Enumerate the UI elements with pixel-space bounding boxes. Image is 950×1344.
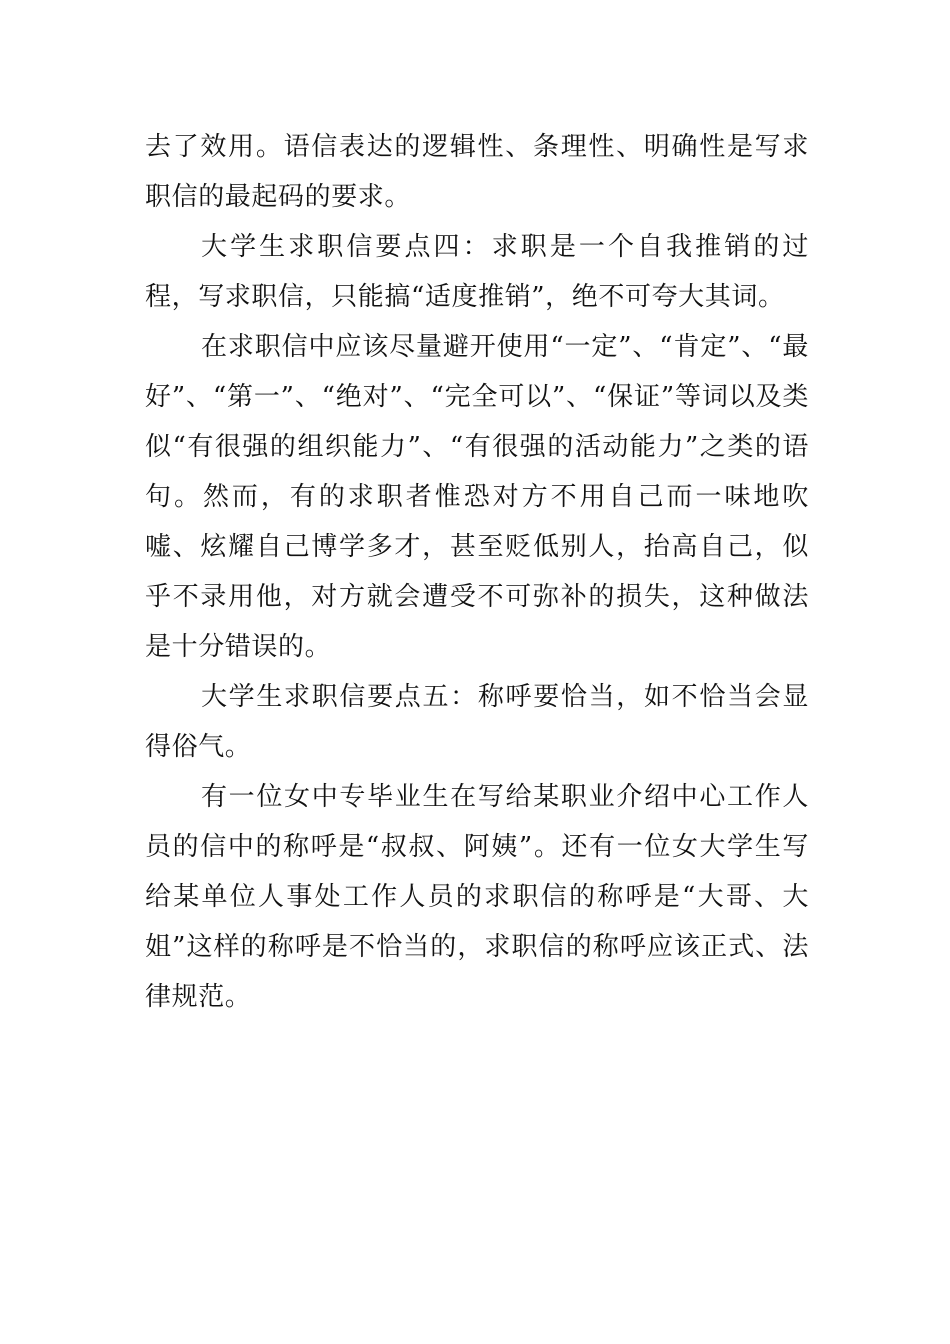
paragraph-4: 大学生求职信要点五：称呼要恰当，如不恰当会显得俗气。 (145, 682, 809, 762)
paragraph-5: 有一位女中专毕业生在写给某职业介绍中心工作人员的信中的称呼是“叔叔、阿姨”。还有一位女大学生写给某单位人事处工作人员的求职信的称呼是“大哥、大姐”这样的称呼是不恰当的，求职信的称呼应该正式、法律规范。 (145, 782, 809, 1012)
paragraph-2: 大学生求职信要点四：求职是一个自我推销的过程，写求职信，只能搞“适度推销”，绝不可夸大其词。 (145, 232, 809, 312)
paragraph-3: 在求职信中应该尽量避开使用“一定”、“肯定”、“最好”、“第一”、“绝对”、“完全可以”、“保证”等词以及类似“有很强的组织能力”、“有很强的活动能力”之类的语句。然而，有的求职者惟恐对方不用自己而一味地吹嘘、炫耀自己博学多才，甚至贬低别人，抬高自己，似乎不录用他，对方就会遭受不可弥补的损失，这种做法是十分错误的。 (145, 332, 809, 662)
document-body (145, 122, 809, 1022)
paragraph-1: 去了效用。语信表达的逻辑性、条理性、明确性是写求职信的最起码的要求。 (145, 132, 809, 212)
